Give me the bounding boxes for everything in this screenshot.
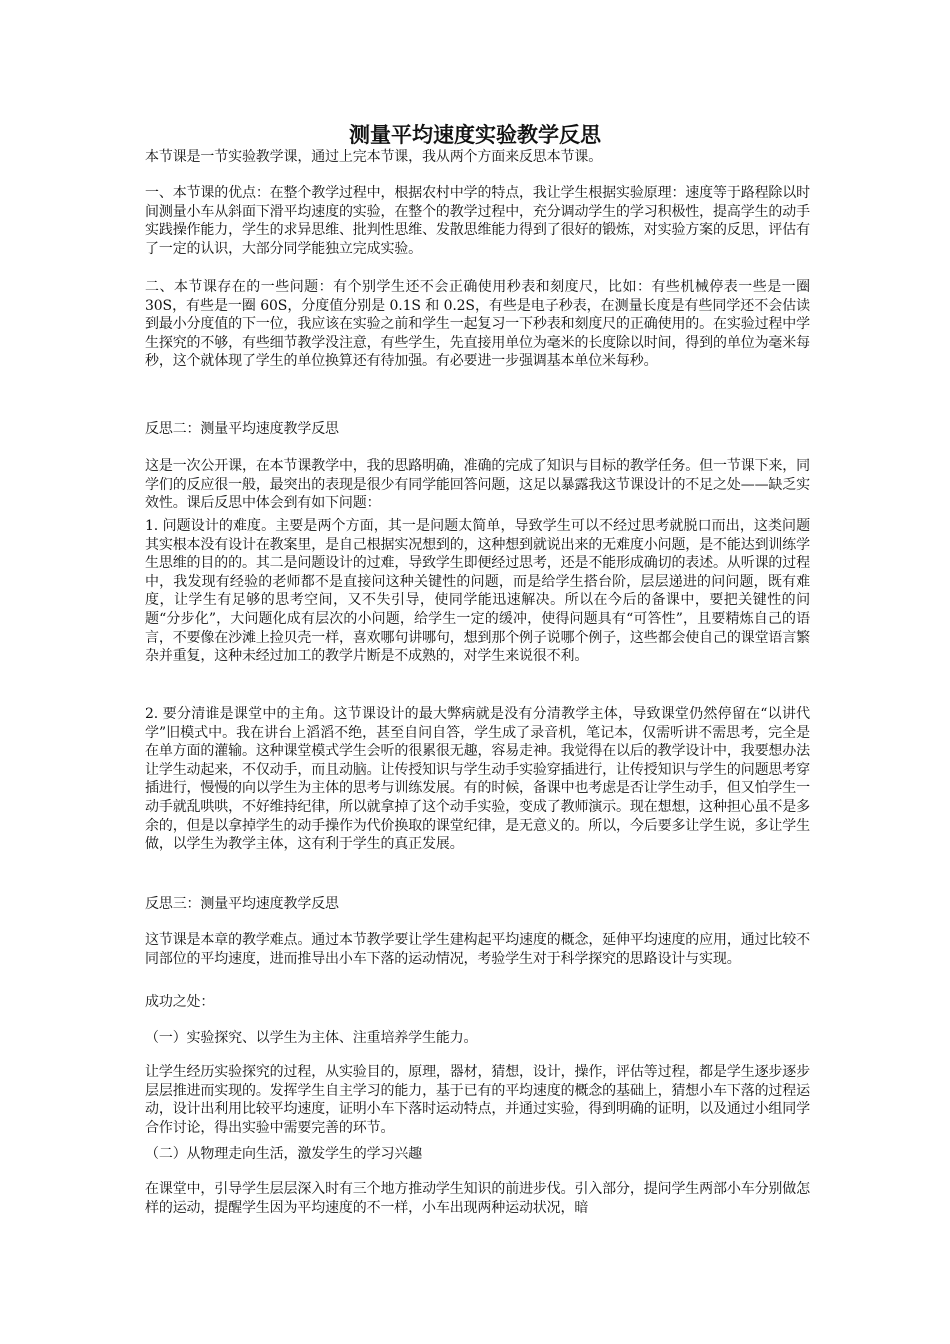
subheading-success: 成功之处： [145,994,215,1010]
paragraph-teaching-difficulty: 这节课是本章的教学难点。通过本节教学要让学生建构起平均速度的概念，延伸平均速度的应用，通过比较不同部位的平均速度，进而推导出小车下落的运动情况，考验学生对于科学探究的思路设计与实现。 [145,932,810,967]
section-heading-reflection-three: 反思三：测量平均速度教学反思 [145,896,339,912]
paragraph-problems: 二、本节课存在的一些问题：有个别学生还不会正确使用秒表和刻度尺，比如：有些机械停表一些是一圈 30S，有些是一圈 60S，分度值分别是 0.1S 和 0.2S，有些是电子秒表，在测量长度是有些同学还不会估读到最小分度值的下一位，我应该在实验之前和学生一起复习一下秒表和刻度尺的正确使用的。在实验过程中学生探究的不够，有些细节教学没注意，有些学生，先直接用单位为毫米的长度除以时间，得到的单位为毫米每秒，这个就体现了学生的单位换算还有待加强。有必要进一步强调基本单位米每秒。 [145,279,810,370]
page-title: 测量平均速度实验教学反思 [349,123,601,147]
intro-paragraph: 本节课是一节实验教学课，通过上完本节课，我从两个方面来反思本节课。 [145,149,603,165]
paragraph-open-class: 这是一次公开课，在本节课教学中，我的思路明确，准确的完成了知识与目标的教学任务。但一节课下来，同学们的反应很一般，最突出的表现是很少有同学能回答问题，这足以暴露我这节课设计的不足之处——缺乏实效性。课后反思中体会到有如下问题： [145,458,810,512]
paragraph-strengths: 一、本节课的优点：在整个教学过程中，根据农村中学的特点，我让学生根据实验原理：速度等于路程除以时间测量小车从斜面下滑平均速度的实验，在整个的教学过程中，充分调动学生的学习积极性，提高学生的动手实践操作能力，学生的求异思维、批判性思维、发散思维能力得到了很好的锻炼，对实验方案的反思，评估有了一定的认识，大部分同学能独立完成实验。 [145,185,810,257]
paragraph-experiment-inquiry: 让学生经历实验探究的过程，从实验目的，原理，器材，猜想，设计，操作，评估等过程，都是学生逐步逐步层层推进而实现的。发挥学生自主学习的能力，基于已有的平均速度的概念的基础上，猜想小车下落的过程运动，设计出利用比较平均速度，证明小车下落时运动特点，并通过实验，得到明确的证明，以及通过小组同学合作讨论，得出实验中需要完善的环节。 [145,1064,810,1136]
subheading-point-two: （二）从物理走向生活，激发学生的学习兴趣 [145,1146,422,1162]
section-heading-reflection-two: 反思二：测量平均速度教学反思 [145,421,339,437]
paragraph-classroom-guidance: 在课堂中，引导学生层层深入时有三个地方推动学生知识的前进步伐。引入部分，提问学生两部小车分别做怎样的运动，提醒学生因为平均速度的不一样，小车出现两种运动状况，暗 [145,1181,810,1216]
subheading-point-one: （一）实验探究、以学生为主体、注重培养学生能力。 [145,1030,478,1046]
paragraph-question-design: 1. 问题设计的难度。主要是两个方面，其一是问题太简单，导致学生可以不经过思考就脱口而出，这类问题其实根本没有设计在教案里，是自己根据实况想到的，这种想到就说出来的无难度小问题，是不能达到训练学生思维的目的的。其二是问题设计的过难，导致学生即便经过思考，还是不能形成确切的表述。从听课的过程中，我发现有经验的老师都不是直接问这种关键性的问题，而是给学生搭台阶，层层递进的问问题，既有难度，让学生有足够的思考空间，又不失引导，使同学能迅速解决。所以在今后的备课中，要把关键性的问题“分步化”，大问题化成有层次的小问题，给学生一定的缓冲，使得问题具有“可答性”，且要精炼自己的语言，不要像在沙滩上捡贝壳一样，喜欢哪句讲哪句，想到那个例子说哪个例子，这些都会使自己的课堂语言繁杂并重复，这种未经过加工的教学片断是不成熟的，对学生来说很不利。 [145,518,810,665]
paragraph-classroom-subject: 2. 要分清谁是课堂中的主角。这节课设计的最大弊病就是没有分清教学主体，导致课堂仍然停留在“以讲代学”旧模式中。我在讲台上滔滔不绝，甚至自问自答，学生成了录音机，笔记本，仅需听讲不需思考，完全是在单方面的灌输。这种课堂模式学生会听的很累很无趣，容易走神。我觉得在以后的教学设计中，我要想办法让学生动起来，不仅动手，而且动脑。让传授知识与学生动手实验穿插进行，让传授知识与学生的问题思考穿插进行，慢慢的向以学生为主体的思考与训练发展。有的时候，备课中也考虑是否让学生动手，但又怕学生一动手就乱哄哄，不好维持纪律，所以就拿掉了这个动手实验，变成了教师演示。现在想想，这种担心虽不是多余的，但是以拿掉学生的动手操作为代价换取的课堂纪律，是无意义的。所以，今后要多让学生说，多让学生做，以学生为教学主体，这有利于学生的真正发展。 [145,706,810,853]
